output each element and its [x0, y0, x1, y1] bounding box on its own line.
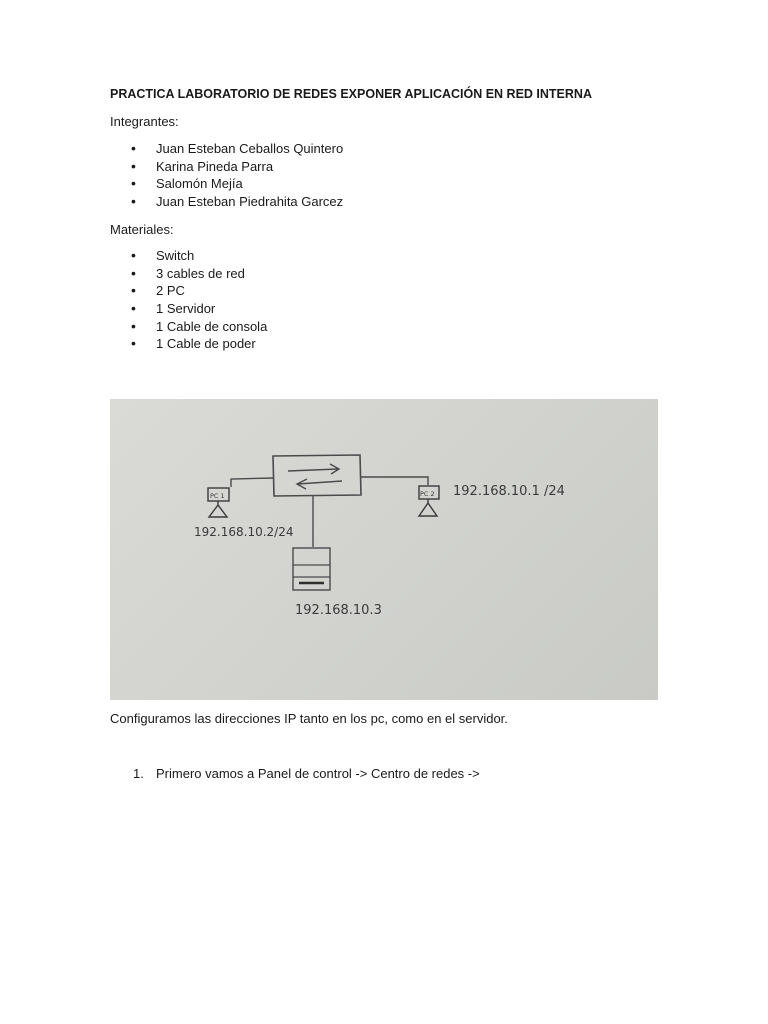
ip-left-label: 192.168.10.2/24: [194, 525, 294, 539]
integrantes-label: Integrantes:: [110, 114, 179, 129]
list-item: • 2 PC: [110, 282, 267, 300]
list-item: • Juan Esteban Ceballos Quintero: [110, 140, 343, 158]
step-text: Primero vamos a Panel de control -> Centro de redes ->: [156, 766, 480, 781]
materiales-label: Materiales:: [110, 222, 174, 237]
list-item: • Switch: [110, 247, 267, 265]
step-number: 1.: [133, 766, 144, 781]
pc-right-stand: [419, 499, 437, 516]
list-item: • 3 cables de red: [110, 265, 267, 283]
list-item: • Juan Esteban Piedrahita Garcez: [110, 193, 343, 211]
pc-left-label: PC 1: [210, 492, 225, 500]
materiales-list: [110, 247, 267, 353]
list-item: • 1 Cable de poder: [110, 335, 267, 353]
network-diagram-photo: [110, 399, 658, 700]
integrantes-list: [110, 140, 343, 211]
ip-server-label: 192.168.10.3: [295, 603, 382, 618]
list-item: • Salomón Mejía: [110, 175, 343, 193]
switch-shape: [273, 455, 361, 496]
ip-right-label: 192.168.10.1 /24: [453, 484, 565, 499]
switch-arrow-right-icon: [288, 464, 339, 474]
cable-right: [361, 477, 428, 485]
cable-left: [231, 478, 273, 487]
list-item: • 1 Cable de consola: [110, 318, 267, 336]
pc-right-label: PC 2: [420, 490, 435, 498]
network-diagram: [110, 399, 658, 700]
pc-left-stand: [209, 501, 227, 517]
list-item: • Karina Pineda Parra: [110, 158, 343, 176]
switch-arrow-left-icon: [297, 479, 342, 489]
caption-text: Configuramos las direcciones IP tanto en los pc, como en el servidor.: [110, 711, 508, 726]
document-title: PRACTICA LABORATORIO DE REDES EXPONER APLICACIÓN EN RED INTERNA: [110, 87, 592, 101]
list-item: • 1 Servidor: [110, 300, 267, 318]
